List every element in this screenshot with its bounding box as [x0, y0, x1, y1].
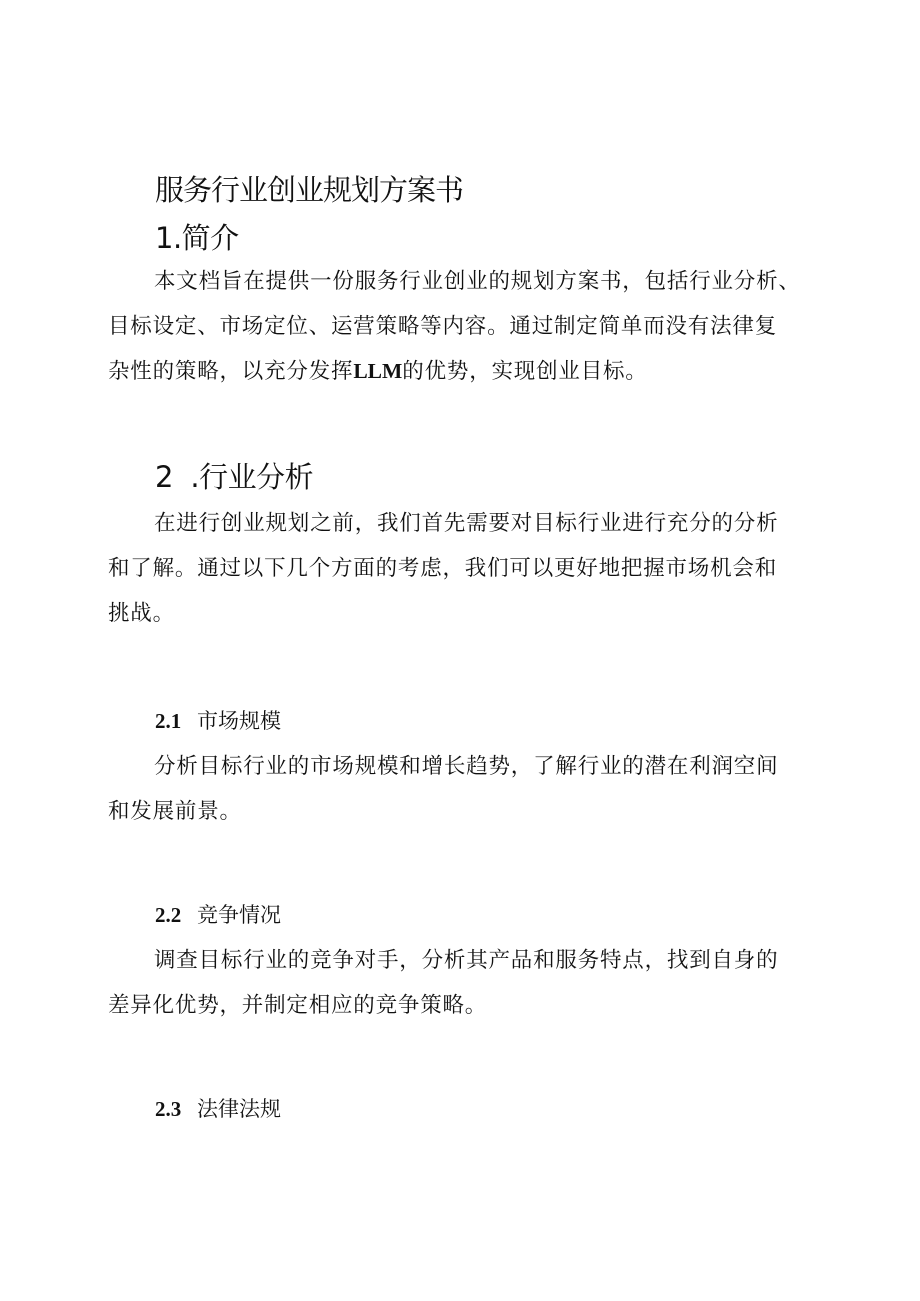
subsection-title: 市场规模	[197, 709, 281, 733]
paragraph-line: 目标设定、市场定位、运营策略等内容。通过制定简单而没有法律复	[108, 314, 778, 339]
paragraph-line: 调查目标行业的竞争对手，分析其产品和服务特点，找到自身的	[154, 948, 779, 973]
subsection-heading-competition	[155, 899, 281, 929]
subsection-heading-market-size	[155, 705, 281, 735]
paragraph-line: 在进行创业规划之前，我们首先需要对目标行业进行充分的分析	[154, 511, 779, 536]
paragraph-line: 差异化优势，并制定相应的竞争策略。	[108, 993, 488, 1018]
introduction-paragraph	[108, 259, 828, 394]
paragraph-text: 杂性的策略，以充分发挥	[108, 359, 354, 384]
paragraph-line: 和了解。通过以下几个方面的考虑，我们可以更好地把握市场机会和	[108, 556, 778, 581]
paragraph-text: 的优势，实现创业目标。	[402, 359, 648, 384]
section-heading-industry-analysis: 2 .行业分析	[155, 460, 314, 494]
subsection-heading-laws	[155, 1093, 281, 1123]
subsection-title: 竞争情况	[197, 903, 281, 927]
market-size-paragraph	[108, 744, 828, 834]
subsection-title: 法律法规	[197, 1097, 281, 1121]
industry-analysis-paragraph	[108, 501, 828, 636]
competition-paragraph	[108, 938, 828, 1028]
paragraph-line: 挑战。	[108, 601, 175, 626]
paragraph-line: 本文档旨在提供一份服务行业创业的规划方案书，包括行业分析、	[154, 269, 801, 294]
paragraph-line: 和发展前景。	[108, 799, 242, 824]
subsection-number: 2.3	[155, 1097, 182, 1121]
subsection-number: 2.1	[155, 709, 182, 733]
document-title: 服务行业创业规划方案书	[155, 173, 464, 207]
paragraph-line: 分析目标行业的市场规模和增长趋势，了解行业的潜在利润空间	[154, 754, 779, 779]
paragraph-line	[108, 349, 828, 394]
section-heading-introduction: 1.简介	[155, 221, 239, 255]
subsection-number: 2.2	[155, 903, 182, 927]
llm-term: LLM	[353, 359, 403, 383]
